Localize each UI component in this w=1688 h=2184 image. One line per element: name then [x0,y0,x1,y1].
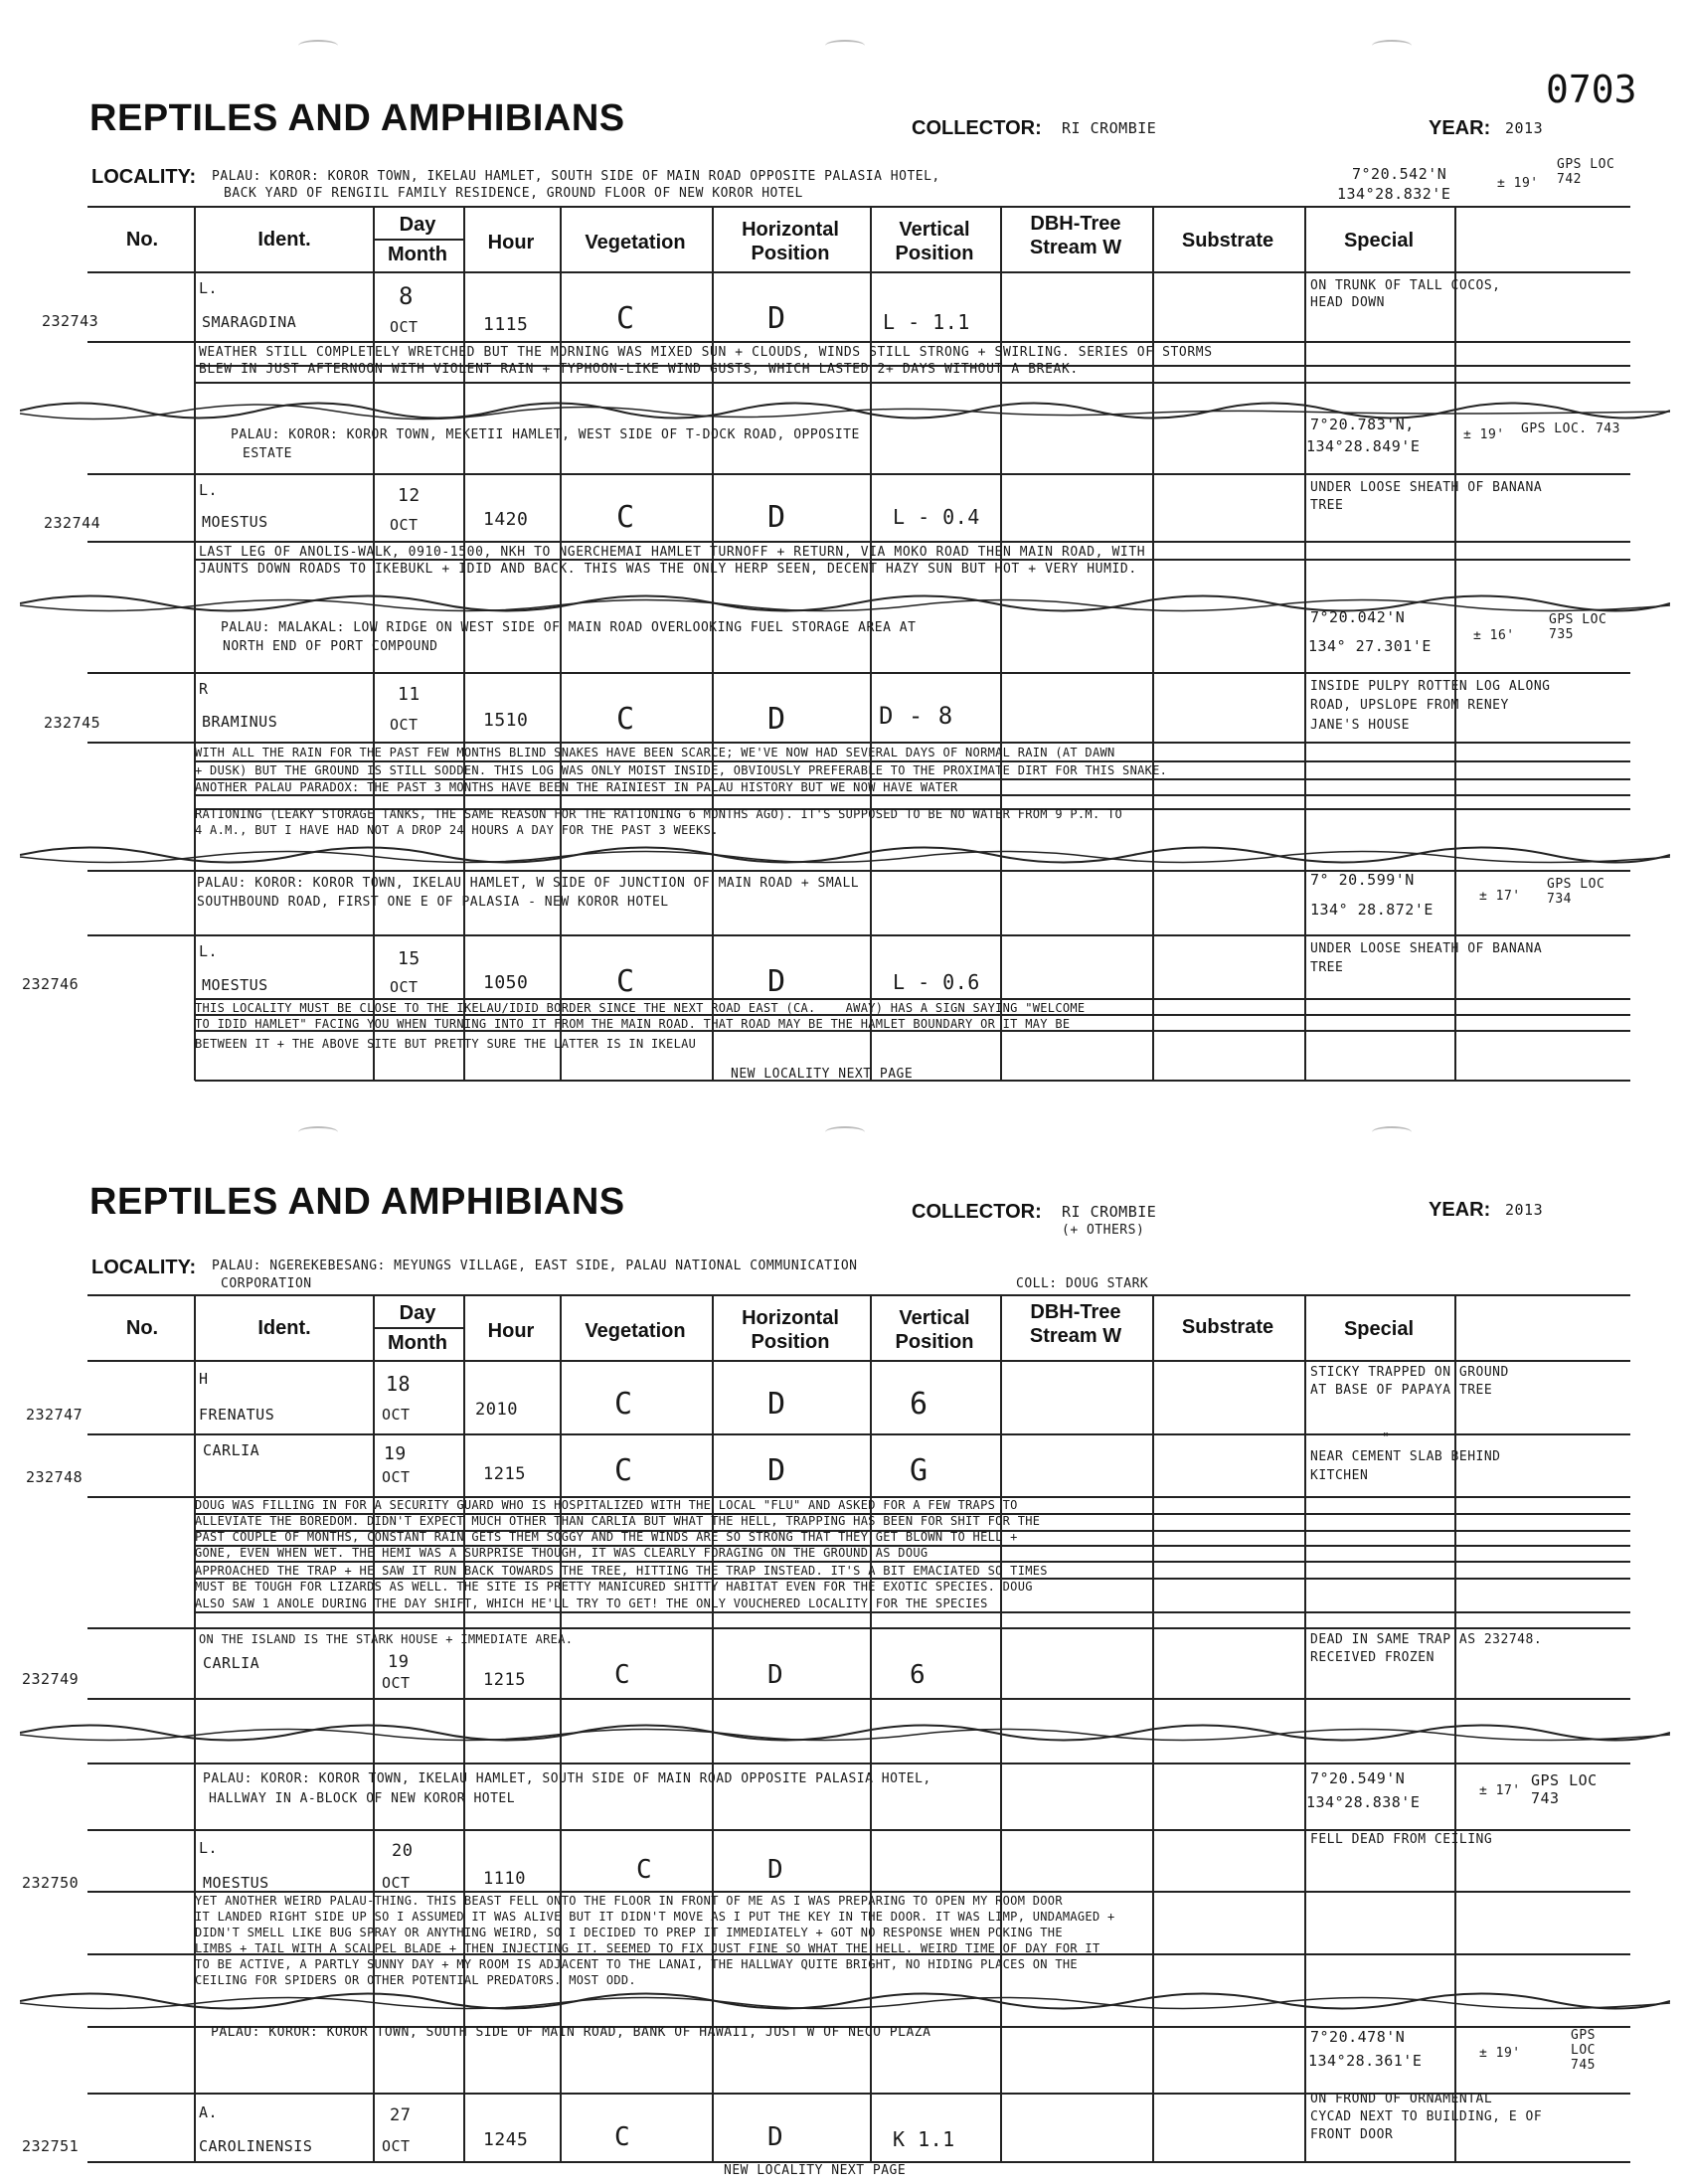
gps-loc: GPS LOC 735 [1549,612,1607,642]
gps-longitude: 134°28.361'E [1308,2052,1423,2070]
record-vegetation: C [614,1660,631,1690]
record-special: STICKY TRAPPED ON GROUND [1310,1365,1509,1380]
record-vertical-position: K 1.1 [893,2127,955,2151]
record-number: 232751 [22,2137,80,2155]
field-note: LIMBS + TAIL WITH A SCALPEL BLADE + THEN INJECTING IT. SEEMED TO FIX JUST FINE SO WHAT THE HELL. WEIRD TIME OF DAY FOR IT [195,1941,1100,1955]
record-month: OCT [382,1674,411,1692]
record-horizontal-position: D [767,964,786,999]
data-sheet-2 [0,1133,1688,2184]
record-number: 232745 [44,714,101,732]
year-value: 2013 [1505,119,1544,137]
strike-through-line [20,1718,1670,1748]
grid-line [87,934,1630,936]
record-vegetation: C [614,1453,633,1488]
collector-value: RI CROMBIE [1062,1203,1157,1221]
field-note: ALLEVIATE THE BOREDOM. DIDN'T EXPECT MUCH OTHER THAN CARLIA BUT WHAT THE HELL, TRAPPING HAS BEEN FOR SHIT FOR THE [195,1514,1041,1528]
page-number: 0703 [1546,68,1637,111]
grid-line [712,206,714,1081]
field-note: LAST LEG OF ANOLIS-WALK, 0910-1500, NKH TO NGERCHEMAI HAMLET TURNOFF + RETURN, VIA MOKO ROAD THEN MAIN ROAD, WITH [199,545,1146,560]
record-special: CYCAD NEXT TO BUILDING, E OF [1310,2109,1543,2124]
record-hour: 1245 [483,2129,529,2150]
record-species: FRENATUS [199,1406,275,1424]
col-header-special: Special [1343,1318,1415,1340]
gps-longitude: 134°28.849'E [1306,437,1421,455]
year-value: 2013 [1505,1201,1544,1219]
record-vertical-position: L - 0.6 [893,970,980,994]
grid-line [87,1698,1630,1700]
record-month: OCT [382,1468,411,1486]
record-hour: 1110 [483,1869,526,1889]
field-note: GONE, EVEN WHEN WET. THE HEMI WAS A SURPRISE THOUGH, IT WAS CLEARLY FORAGING ON THE GROUND AS DOUG [195,1546,928,1560]
col-header-ident: Ident. [257,1317,311,1339]
record-genus: H [199,1370,209,1388]
field-note: WITH ALL THE RAIN FOR THE PAST FEW MONTHS BLIND SNAKES HAVE BEEN SCARCE; WE'VE NOW HAD SEVERAL DAYS OF NORMAL RAIN (AT DAWN [195,746,1115,759]
record-species: CARLIA [203,1654,260,1672]
record-special: UNDER LOOSE SHEATH OF BANANA [1310,941,1543,956]
collector-value: RI CROMBIE [1062,119,1157,137]
grid-line [87,1433,1630,1435]
col-header-vegetation: Vegetation [585,232,686,253]
record-day: 15 [398,948,421,969]
record-vegetation: C [616,702,635,737]
col-header-dbh: DBH-Tree Stream W [1029,213,1122,258]
grid-line [463,206,465,1081]
year-label: YEAR: [1429,1199,1491,1221]
field-note: IT LANDED RIGHT SIDE UP SO I ASSUMED IT WAS ALIVE BUT IT DIDN'T MOVE AS I PUT THE KEY IN THE DOOR. IT WAS LIMP, UNDAMAGED + [195,1910,1115,1924]
field-note: ANOTHER PALAU PARADOX: THE PAST 3 MONTHS HAVE BEEN THE RAINIEST IN PALAU HISTORY BUT WE NOW HAVE WATER [195,780,958,794]
record-vegetation: C [616,964,635,999]
strike-through-line [20,588,1670,618]
grid-line [1304,206,1306,1081]
record-special: NEAR CEMENT SLAB BEHIND [1310,1449,1501,1464]
record-vertical-position: 6 [910,1660,927,1690]
record-genus: L. [199,279,219,297]
record-genus: L. [199,481,219,499]
record-hour: 1050 [483,972,529,993]
record-special: KITCHEN [1310,1468,1369,1483]
grid-line [87,341,1630,343]
record-vegetation: C [616,301,635,336]
strike-through-line [20,840,1670,870]
record-special: DEAD IN SAME TRAP AS 232748. [1310,1632,1543,1647]
record-month: OCT [390,716,419,734]
gps-longitude: 134° 28.872'E [1310,901,1434,919]
grid-line [87,473,1630,475]
col-header-substrate: Substrate [1181,230,1274,252]
locality-line: PALAU: KOROR: KOROR TOWN, SOUTH SIDE OF MAIN ROAD, BANK OF HAWAII, JUST W OF NECO PLAZA [211,2025,931,2040]
record-horizontal-position: D [767,1660,784,1690]
record-special: RECEIVED FROZEN [1310,1650,1435,1665]
field-note: RATIONING (LEAKY STORAGE TANKS, THE SAME REASON FOR THE RATIONING 6 MONTHS AGO). IT'S SUPPOSED TO BE NO WATER FROM 9 P.M. TO [195,807,1123,821]
footer-note: NEW LOCALITY NEXT PAGE [724,2163,907,2178]
col-header-day: Day [399,1302,436,1324]
grid-line [374,239,463,241]
locality-label: LOCALITY: [91,1257,197,1278]
field-note: CEILING FOR SPIDERS OR OTHER POTENTIAL PREDATORS. MOST ODD. [195,1973,636,1987]
grid-line [87,1763,1630,1764]
grid-line [87,541,1630,543]
col-header-special: Special [1343,230,1415,252]
record-special: ROAD, UPSLOPE FROM RENEY [1310,698,1509,713]
col-header-substrate: Substrate [1181,1316,1274,1338]
locality-line: PALAU: NGEREKEBESANG: MEYUNGS VILLAGE, EAST SIDE, PALAU NATIONAL COMMUNICATION [212,1259,858,1273]
record-vertical-position: G [910,1453,928,1488]
col-header-no: No. [125,1317,159,1339]
footer-note: NEW LOCALITY NEXT PAGE [731,1067,914,1082]
gps-latitude: 7°20.783'N, [1310,416,1415,433]
record-day: 8 [399,282,414,310]
strike-through-line [20,1986,1670,2016]
locality-line: ESTATE [243,446,292,461]
record-hour: 1510 [483,710,529,731]
gps-error: ± 17' [1479,1783,1521,1798]
grid-line [1152,206,1154,1081]
collector-label: COLLECTOR: [912,1201,1042,1223]
locality-line: PALAU: MALAKAL: LOW RIDGE ON WEST SIDE OF MAIN ROAD OVERLOOKING FUEL STORAGE AREA AT [221,620,917,635]
gps-latitude: 7°20.478'N [1310,2028,1406,2046]
record-species: CAROLINENSIS [199,2137,313,2155]
record-special: UNDER LOOSE SHEATH OF BANANA [1310,480,1543,495]
record-species: CARLIA [203,1441,260,1459]
record-number: 232747 [26,1406,84,1424]
record-genus: R [199,680,209,698]
record-species: BRAMINUS [202,713,278,731]
col-header-month: Month [388,1332,447,1354]
field-note: DIDN'T SMELL LIKE BUG SPRAY OR ANYTHING WEIRD, SO I DECIDED TO PREP IT IMMEDIATELY + GOT NO RESPONSE WHEN POKING THE [195,1926,1063,1939]
collector-label: COLLECTOR: [912,117,1042,139]
col-header-hour: Hour [487,1320,535,1342]
sheet-title: REPTILES AND AMPHIBIANS [89,97,625,139]
grid-line [87,1360,1630,1362]
field-note: TO BE ACTIVE, A PARTLY SUNNY DAY + MY ROOM IS ADJACENT TO THE LANAI, THE HALLWAY QUITE BRIGHT, NO HIDING PLACES ON THE [195,1957,1078,1971]
gps-error: ± 16' [1473,628,1515,643]
record-genus: L. [199,1839,219,1857]
field-note: ALSO SAW 1 ANOLE DURING THE DAY SHIFT, WHICH HE'LL TRY TO GET! THE ONLY VOUCHERED LOCALITY FOR THE SPECIES [195,1596,988,1610]
gps-error: ± 19' [1479,2046,1521,2061]
grid-line [87,1627,1630,1629]
record-month: OCT [390,978,419,996]
col-header-no: No. [125,229,159,251]
grid-line [87,672,1630,674]
grid-line [374,1327,463,1329]
record-vegetation: C [614,1387,633,1422]
locality-line: CORPORATION [221,1276,312,1291]
record-special: AT BASE OF PAPAYA TREE [1310,1383,1493,1398]
record-species: MOESTUS [202,513,268,531]
field-note: + DUSK) BUT THE GROUND IS STILL SODDEN. THIS LOG WAS ONLY MOIST INSIDE, OBVIOUSLY PREFERABLE TO THE PROXIMATE DIRT FOR THIS SNAKE. [195,763,1168,777]
record-vertical-position: L - 0.4 [893,505,980,529]
gps-latitude: 7° 20.599'N [1310,871,1415,889]
record-number: 232750 [22,1874,80,1892]
gps-loc: GPS LOC. 743 [1521,421,1620,436]
record-day: 19 [384,1443,407,1464]
col-header-hour: Hour [487,232,535,253]
gps-latitude: 7°20.042'N [1310,608,1406,626]
locality-line: HALLWAY IN A-BLOCK OF NEW KOROR HOTEL [209,1791,516,1806]
strike-through-line [20,396,1670,425]
col-header-dbh: DBH-Tree Stream W [1029,1301,1122,1347]
col-header-horizontal: Horizontal Position [742,219,839,264]
record-month: OCT [390,318,419,336]
record-day: 11 [398,684,421,705]
record-month: OCT [390,516,419,534]
record-species: SMARAGDINA [202,313,297,331]
record-number: 232748 [26,1468,84,1486]
record-special: HEAD DOWN [1310,295,1385,310]
record-horizontal-position: D [767,702,786,737]
record-horizontal-position: D [767,1453,786,1488]
record-number: 232744 [44,514,101,532]
locality-line: NORTH END OF PORT COMPOUND [223,639,438,654]
record-month: OCT [382,1874,411,1892]
record-special: TREE [1310,960,1344,975]
grid-line [870,206,872,1081]
field-note: ON THE ISLAND IS THE STARK HOUSE + IMMEDIATE AREA. [199,1632,574,1646]
record-day: 27 [390,2105,412,2125]
gps-longitude: 134°28.838'E [1306,1793,1421,1811]
field-note: TO IDID HAMLET" FACING YOU WHEN TURNING INTO IT FROM THE MAIN ROAD. THAT ROAD MAY BE THE HAMLET BOUNDARY OR IT MAY BE [195,1017,1071,1031]
col-header-month: Month [388,244,447,265]
record-special: TREE [1310,498,1344,513]
field-note: BLEW IN JUST AFTERNOON WITH VIOLENT RAIN + TYPHOON-LIKE WIND GUSTS, WHICH LASTED 2+ DAYS WITHOUT A BREAK. [199,362,1079,377]
grid-line [87,1829,1630,1831]
record-species: MOESTUS [203,1874,269,1892]
field-note: APPROACHED THE TRAP + HE SAW IT RUN BACK TOWARDS THE TREE, HITTING THE TRAP INSTEAD. IT'S A BIT EMACIATED SO TIMES [195,1564,1048,1578]
record-horizontal-position: D [767,2122,784,2152]
record-number: 232743 [42,312,99,330]
field-note: PAST COUPLE OF MONTHS, CONSTANT RAIN GETS THEM SOGGY AND THE WINDS ARE SO STRONG THAT THEY GET BLOWN TO HELL + [195,1530,1018,1544]
field-note: WEATHER STILL COMPLETELY WRETCHED BUT THE MORNING WAS MIXED SUN + CLOUDS, WINDS STILL STRONG + SWIRLING. SERIES OF STORMS [199,345,1213,360]
sheet-title: REPTILES AND AMPHIBIANS [89,1181,625,1223]
record-hour: 1420 [483,509,529,530]
record-vegetation: C [614,2122,631,2152]
record-horizontal-position: D [767,1387,786,1422]
ditto-mark: " [1382,1431,1391,1446]
record-special: INSIDE PULPY ROTTEN LOG ALONG [1310,679,1551,694]
record-hour: 1215 [483,1464,526,1484]
record-special: ON FROND OF ORNAMENTAL [1310,2092,1493,2106]
field-note: THIS LOCALITY MUST BE CLOSE TO THE IKELAU/IDID BORDER SINCE THE NEXT ROAD EAST (CA. AWAY) HAS A SIGN SAYING "WELCOME [195,1001,1086,1015]
col-header-vertical: Vertical Position [895,1307,974,1353]
grid-line [1000,206,1002,1081]
field-note: DOUG WAS FILLING IN FOR A SECURITY GUARD WHO IS HOSPITALIZED WITH THE LOCAL "FLU" AND ASKED FOR A FEW TRAPS TO [195,1498,1018,1512]
field-note: 4 A.M., BUT I HAVE HAD NOT A DROP 24 HOURS A DAY FOR THE PAST 3 WEEKS. [195,823,719,837]
grid-line [87,271,1630,273]
record-hour: 1215 [483,1670,526,1690]
gps-error: ± 19' [1497,176,1539,191]
grid-line [560,206,562,1081]
collector-others: (+ OTHERS) [1062,1223,1145,1238]
record-month: OCT [382,1406,411,1424]
gps-loc: GPS LOC 734 [1547,877,1605,907]
locality-line: SOUTHBOUND ROAD, FIRST ONE E OF PALASIA - NEW KOROR HOTEL [197,895,669,910]
field-note: BETWEEN IT + THE ABOVE SITE BUT PRETTY SURE THE LATTER IS IN IKELAU [195,1037,697,1051]
record-special: FRONT DOOR [1310,2127,1394,2142]
gps-loc: GPS LOC 742 [1557,157,1615,187]
grid-line [87,1294,1630,1296]
record-horizontal-position: D [767,1855,784,1885]
gps-latitude: 7°20.542'N [1352,165,1447,183]
record-vegetation: C [636,1855,653,1885]
record-horizontal-position: D [767,500,786,535]
record-species: MOESTUS [202,976,268,994]
grid-line [195,382,1630,384]
grid-line [87,206,1630,208]
record-day: 20 [392,1841,414,1861]
record-hour: 1115 [483,314,529,335]
record-hour: 2010 [475,1400,518,1420]
locality-line: PALAU: KOROR: KOROR TOWN, MEKETII HAMLET, WEST SIDE OF T-DOCK ROAD, OPPOSITE [231,427,860,442]
year-label: YEAR: [1429,117,1491,139]
record-genus: A. [199,2103,219,2121]
record-special: JANE'S HOUSE [1310,718,1410,733]
record-horizontal-position: D [767,301,786,336]
col-header-ident: Ident. [257,229,311,251]
gps-error: ± 17' [1479,889,1521,904]
record-vertical-position: 6 [910,1387,928,1422]
col-header-vertical: Vertical Position [895,219,974,264]
gps-longitude: 134°28.832'E [1337,185,1451,203]
gps-longitude: 134° 27.301'E [1308,637,1432,655]
record-genus: L. [199,942,219,960]
gps-loc: GPS LOC 745 [1571,2028,1596,2073]
locality-line: PALAU: KOROR: KOROR TOWN, IKELAU HAMLET, SOUTH SIDE OF MAIN ROAD OPPOSITE PALASIA HOTEL, [203,1771,931,1786]
gps-latitude: 7°20.549'N [1310,1769,1406,1787]
record-vegetation: C [616,500,635,535]
field-note: JAUNTS DOWN ROADS TO IKEBUKL + IDID AND BACK. THIS WAS THE ONLY HERP SEEN, DECENT HAZY SUN BUT HOT + VERY HUMID. [199,562,1137,577]
record-day: 19 [388,1652,410,1672]
field-note: MUST BE TOUGH FOR LIZARDS AS WELL. THE SITE IS PRETTY MANICURED SHITTY HABITAT EVEN FOR THE EXOTIC SPECIES. DOUG [195,1580,1033,1594]
locality-line: PALAU: KOROR: KOROR TOWN, IKELAU HAMLET, W SIDE OF JUNCTION OF MAIN ROAD + SMALL [197,876,860,891]
record-vertical-position: D - 8 [879,702,953,730]
record-special: ON TRUNK OF TALL COCOS, [1310,278,1501,293]
col-header-day: Day [399,214,436,236]
record-number: 232746 [22,975,80,993]
record-month: OCT [382,2137,411,2155]
record-vertical-position: L - 1.1 [883,310,970,334]
locality-label: LOCALITY: [91,166,197,188]
field-note: YET ANOTHER WEIRD PALAU-THING. THIS BEAST FELL ONTO THE FLOOR IN FRONT OF ME AS I WAS PREPARING TO OPEN MY ROOM DOOR [195,1894,1063,1908]
record-day: 12 [398,485,421,506]
col-header-horizontal: Horizontal Position [742,1307,839,1353]
gps-loc: GPS LOC 743 [1531,1771,1598,1807]
record-day: 18 [386,1372,412,1396]
locality-line: BACK YARD OF RENGIIL FAMILY RESIDENCE, GROUND FLOOR OF NEW KOROR HOTEL [224,186,803,201]
col-header-vegetation: Vegetation [585,1320,686,1342]
locality-line: PALAU: KOROR: KOROR TOWN, IKELAU HAMLET, SOUTH SIDE OF MAIN ROAD OPPOSITE PALASIA HOTEL, [212,169,940,184]
gps-error: ± 19' [1463,427,1505,442]
record-number: 232749 [22,1670,80,1688]
record-special: FELL DEAD FROM CEILING [1310,1832,1493,1847]
collector-note: COLL: DOUG STARK [1016,1276,1149,1291]
grid-line [194,206,196,1081]
